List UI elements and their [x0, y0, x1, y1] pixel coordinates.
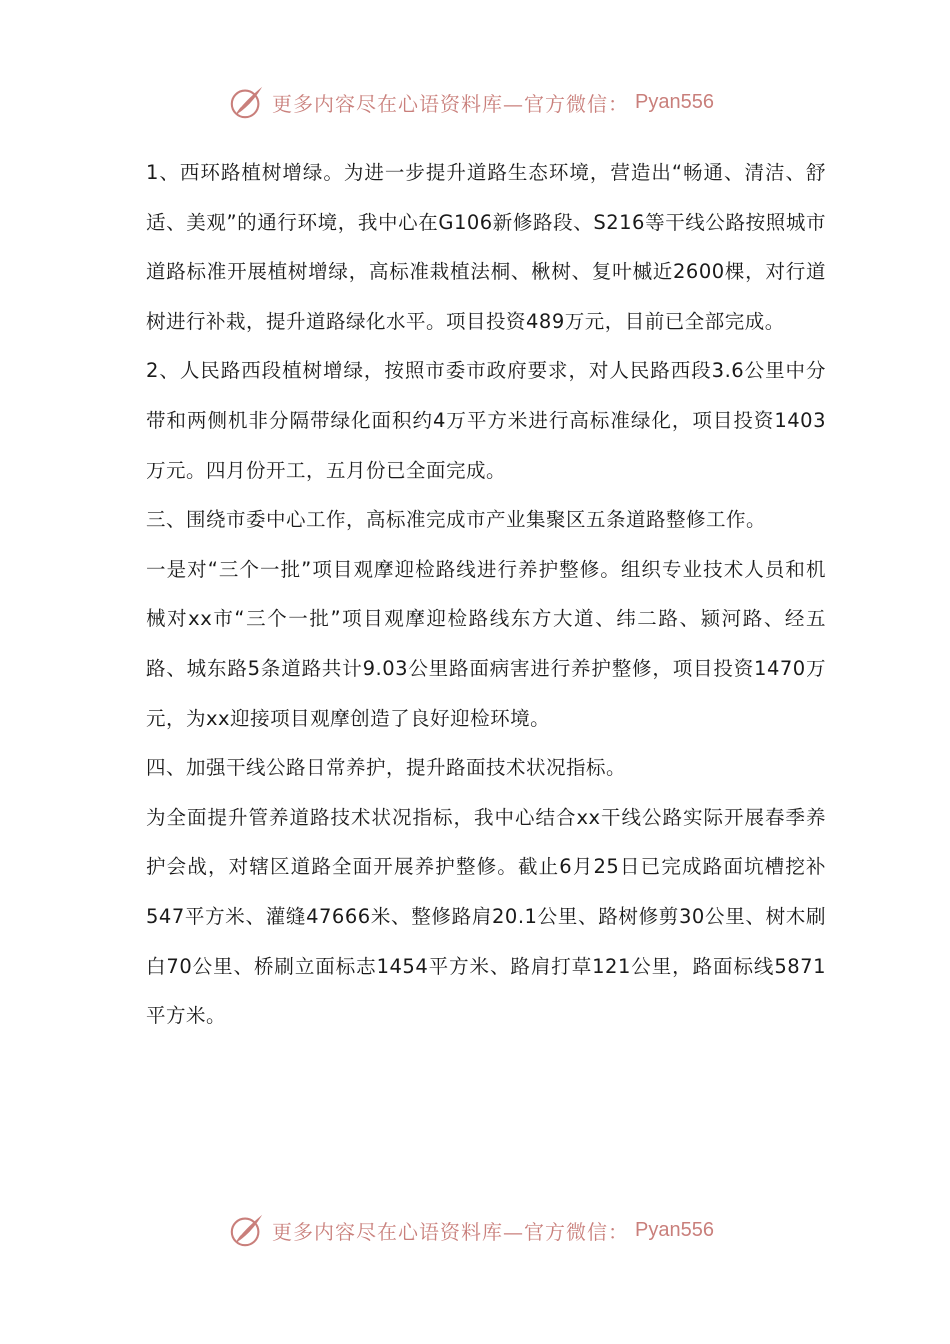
footer-banner-text: 更多内容尽在心语资料库—官方微信： — [272, 1219, 629, 1244]
header-wechat-id: Pyan556 — [635, 90, 714, 113]
quill-logo-icon — [228, 1211, 266, 1249]
quill-logo-icon — [228, 83, 266, 121]
footer-wechat-id: Pyan556 — [635, 1218, 714, 1241]
section-heading: 四、加强干线公路日常养护，提升路面技术状况指标。 — [146, 756, 627, 780]
header-banner-text: 更多内容尽在心语资料库—官方微信： — [272, 91, 629, 116]
footer-banner — [228, 1210, 714, 1250]
document-body — [146, 148, 826, 1041]
header-banner — [228, 82, 714, 122]
paragraph: 为全面提升管养道路技术状况指标，我中心结合xx干线公路实际开展春季养护会战，对辖区道路全面开展养护整修。截止6月25日已完成路面坑槽挖补547平方米、灌缝47666米、整修路肩20.1公里、路树修剪30公里、树木刷白70公里、桥刷立面标志1454平方米、路肩打草121公里，路面标线5871平方米。 — [146, 805, 826, 1028]
section-heading: 三、围绕市委中心工作，高标准完成市产业集聚区五条道路整修工作。 — [146, 508, 767, 532]
paragraph: 2、人民路西段植树增绿，按照市委市政府要求，对人民路西段3.6公里中分带和两侧机非分隔带绿化面积约4万平方米进行高标准绿化，项目投资1403万元。四月份开工，五月份已全面完成。 — [146, 359, 826, 482]
paragraph: 1、西环路植树增绿。为进一步提升道路生态环境，营造出“畅通、清洁、舒适、美观”的通行环境，我中心在G106新修路段、S216等干线公路按照城市道路标准开展植树增绿，高标准栽植法桐、楸树、复叶槭近2600棵，对行道树进行补栽，提升道路绿化水平。项目投资489万元，目前已全部完成。 — [146, 161, 826, 333]
paragraph: 一是对“三个一批”项目观摩迎检路线进行养护整修。组织专业技术人员和机械对xx市“三个一批”项目观摩迎检路线东方大道、纬二路、颍河路、经五路、城东路5条道路共计9.03公里路面病害进行养护整修，项目投资1470万元，为xx迎接项目观摩创造了良好迎检环境。 — [146, 557, 826, 730]
